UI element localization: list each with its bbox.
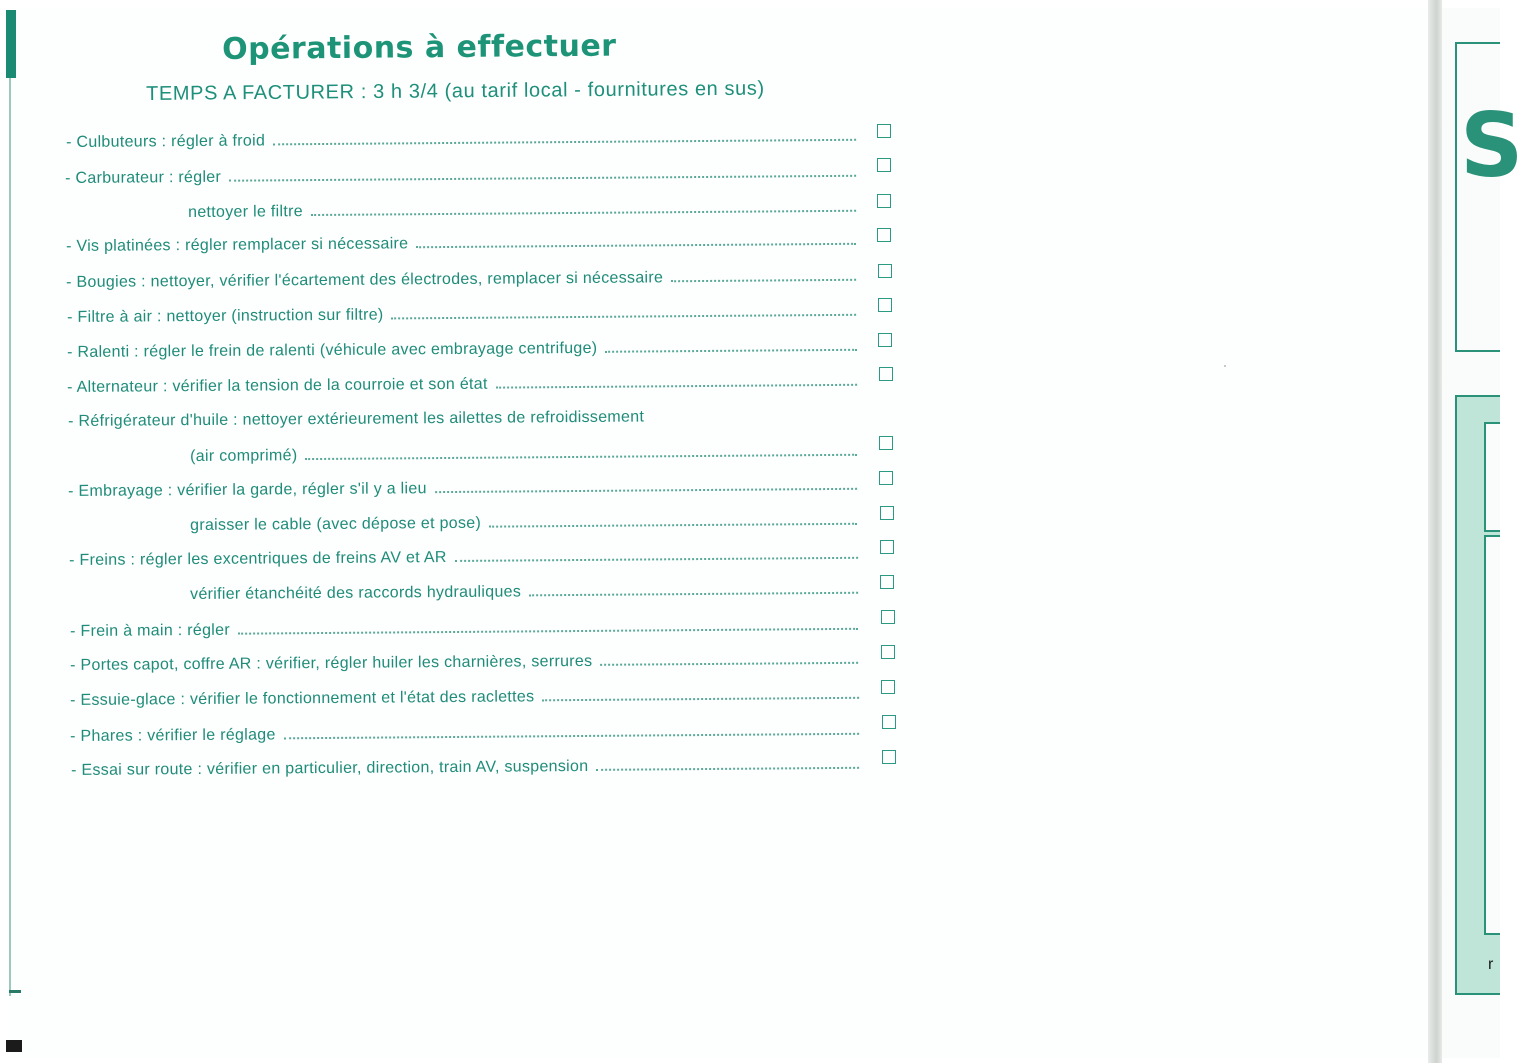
checkbox-filtre-air[interactable] (878, 298, 892, 312)
operation-row (67, 332, 861, 362)
checkbox-freins-raccords[interactable] (880, 575, 894, 589)
operation-row (70, 716, 863, 746)
operation-label: - Phares : vérifier le réglage (70, 726, 276, 745)
operation-row (190, 575, 862, 604)
operation-row (66, 262, 860, 292)
checkbox-ralenti[interactable] (878, 333, 892, 347)
billing-time-subtitle: TEMPS A FACTURER : 3 h 3/4 (au tarif local - fournitures en sus) (146, 77, 765, 105)
operation-label: vérifier étanchéité des raccords hydrauliques (190, 583, 522, 603)
operation-label: - Vis platinées : régler remplacer si nécessaire (66, 235, 409, 255)
dot-leader (273, 139, 856, 146)
dot-leader (284, 733, 859, 740)
operation-row (71, 750, 863, 780)
operation-row (190, 437, 861, 466)
operation-label: - Réfrigérateur d'huile : nettoyer extérieurement les ailettes de refroidissement (68, 408, 645, 430)
operation-label: - Bougies : nettoyer, vérifier l'écartement des électrodes, remplacer si nécessaire (66, 269, 664, 291)
checkbox-embrayage-garde[interactable] (879, 471, 893, 485)
right-page-inner-frame (1484, 422, 1500, 532)
operation-label: - Culbuteurs : régler à froid (66, 132, 266, 151)
checkbox-culbuteurs[interactable] (877, 124, 891, 138)
checkbox-embrayage-cable[interactable] (880, 506, 894, 520)
dot-leader (671, 279, 856, 282)
operation-row (66, 122, 860, 152)
checkbox-frein-main[interactable] (881, 610, 895, 624)
operation-label: (air comprimé) (190, 447, 298, 465)
dot-leader (305, 454, 857, 460)
operation-row (69, 540, 862, 570)
dot-leader (596, 767, 859, 771)
checkbox-phares[interactable] (882, 715, 896, 729)
operation-label: - Frein à main : régler (70, 621, 231, 640)
operation-row (66, 226, 860, 256)
operation-row (70, 645, 862, 675)
checkbox-freins-excentriques[interactable] (880, 540, 894, 554)
checkbox-bougies[interactable] (878, 264, 892, 278)
dot-leader (416, 243, 856, 248)
operation-label: - Ralenti : régler le frein de ralenti (véhicule avec embrayage centrifuge) (67, 339, 598, 361)
page-title: Opérations à effectuer (222, 28, 617, 67)
dot-leader (489, 523, 857, 528)
operation-label: - Portes capot, coffre AR : vérifier, régler huiler les charnières, serrures (70, 652, 593, 674)
operation-label: nettoyer le filtre (188, 203, 303, 221)
right-page-large-letter: S (1460, 94, 1523, 197)
operation-row (68, 401, 868, 431)
dot-leader (455, 557, 858, 562)
operation-label: - Embrayage : vérifier la garde, régler s'il y a lieu (68, 480, 427, 500)
checkbox-alternateur[interactable] (879, 367, 893, 381)
operation-row (188, 193, 860, 222)
dot-leader (392, 314, 857, 320)
checkbox-carburateur-filtre[interactable] (877, 194, 891, 208)
operation-label: - Filtre à air : nettoyer (instruction sur filtre) (67, 306, 384, 326)
book-spine (1428, 0, 1442, 1063)
operation-row (67, 367, 861, 397)
dot-leader (529, 592, 858, 597)
operation-row (68, 471, 861, 501)
operation-label: - Essai sur route : vérifier en particulier, direction, train AV, suspension (71, 757, 589, 779)
right-page-corner-letter: r (1488, 956, 1494, 973)
checkbox-carburateur-regler[interactable] (877, 158, 891, 172)
operation-label: - Alternateur : vérifier la tension de la courroie et son état (67, 375, 488, 396)
dot-leader (605, 349, 857, 353)
dot-leader (435, 488, 857, 493)
dot-leader (600, 662, 858, 666)
operation-row (67, 297, 860, 327)
operation-row (70, 680, 863, 710)
operation-label: - Essuie-glace : vérifier le fonctionnement et l'état des raclettes (70, 688, 535, 709)
operation-row (190, 506, 861, 535)
right-page-header-frame (1455, 42, 1523, 352)
operation-row (65, 158, 860, 188)
checkbox-essuie-glace[interactable] (881, 680, 895, 694)
checkbox-essai-route[interactable] (882, 750, 896, 764)
checkbox-refrigerateur-huile[interactable] (879, 436, 893, 450)
dot-leader (238, 628, 858, 635)
operation-row (70, 611, 862, 641)
checkbox-vis-platinees[interactable] (877, 228, 891, 242)
right-page-inner-frame (1484, 535, 1500, 935)
dot-leader (229, 175, 856, 182)
operation-label: graisser le cable (avec dépose et pose) (190, 514, 482, 534)
dot-leader (311, 210, 856, 216)
checkbox-portes-capot[interactable] (881, 645, 895, 659)
operation-label: - Freins : régler les excentriques de freins AV et AR (69, 549, 447, 569)
dot-leader (542, 697, 859, 701)
dot-leader (496, 384, 857, 389)
operation-label: - Carburateur : régler (65, 168, 222, 187)
